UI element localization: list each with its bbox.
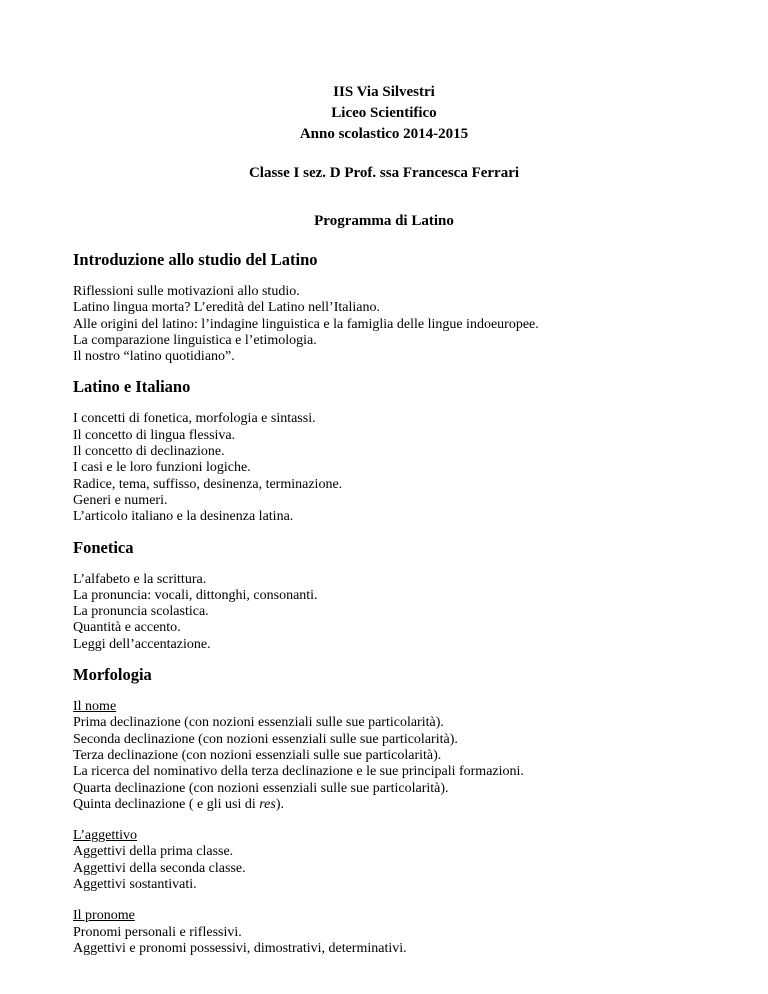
section-lines	[73, 572, 733, 653]
list-item: Radice, tema, suffisso, desinenza, terminazione.	[73, 476, 343, 492]
list-item: Il concetto di declinazione.	[73, 444, 225, 460]
subsection-aggettivo	[73, 828, 733, 893]
section-lines	[73, 699, 733, 957]
list-item: I casi e le loro funzioni logiche.	[73, 460, 251, 476]
section-morfologia	[73, 664, 733, 957]
section-title: Latino e Italiano	[73, 377, 191, 397]
list-item: Alle origini del latino: l’indagine linguistica e la famiglia delle lingue indoeuropee.	[73, 316, 539, 332]
list-item: Il nostro “latino quotidiano”.	[73, 349, 235, 365]
list-item: Aggettivi sostantivati.	[73, 877, 197, 893]
list-item: Prima declinazione (con nozioni essenziali sulle sue particolarità).	[73, 715, 444, 731]
list-item: Pronomi personali e riflessivi.	[73, 924, 242, 940]
list-item: Latino lingua morta? L’eredità del Latino nell’Italiano.	[73, 300, 380, 316]
list-item: La pronuncia: vocali, dittonghi, consonanti.	[73, 587, 318, 603]
list-item: Leggi dell’accentazione.	[73, 636, 211, 652]
list-item: Aggettivi della seconda classe.	[73, 860, 246, 876]
section-latino-italiano	[73, 376, 733, 525]
list-item: La comparazione linguistica e l’etimologia.	[73, 332, 317, 348]
class-teacher-line: Classe I sez. D Prof. ssa Francesca Ferrari	[248, 165, 520, 181]
school-name: IIS Via Silvestri	[333, 84, 435, 100]
list-item: Generi e numeri.	[73, 492, 168, 508]
list-item: La pronuncia scolastica.	[73, 604, 209, 620]
list-item-text: ).	[275, 796, 284, 812]
subsection-nome	[73, 699, 733, 813]
document-title: Programma di Latino	[314, 213, 454, 229]
list-item	[73, 797, 733, 813]
section-lines	[73, 284, 733, 365]
school-type: Liceo Scientifico	[331, 105, 437, 121]
section-title: Morfologia	[73, 665, 152, 685]
list-item: Il concetto di lingua flessiva.	[73, 427, 236, 443]
subsection-pronome	[73, 908, 733, 957]
section-fonetica	[73, 537, 733, 653]
section-title: Fonetica	[73, 537, 134, 557]
section-introduzione	[73, 249, 733, 365]
list-item: Aggettivi e pronomi possessivi, dimostrativi, determinativi.	[73, 940, 407, 956]
list-item: Quarta declinazione (con nozioni essenziali sulle sue particolarità).	[73, 780, 449, 796]
list-item: L’articolo italiano e la desinenza latina.	[73, 509, 294, 525]
list-item: Aggettivi della prima classe.	[73, 844, 234, 860]
italic-term: res	[259, 796, 276, 812]
list-item: Quantità e accento.	[73, 620, 181, 636]
section-title: Introduzione allo studio del Latino	[73, 250, 318, 269]
section-lines	[73, 411, 733, 525]
list-item: Terza declinazione (con nozioni essenziali sulle sue particolarità).	[73, 747, 442, 763]
list-item-text: Quinta declinazione ( e gli usi di	[73, 796, 260, 812]
list-item: La ricerca del nominativo della terza declinazione e le sue principali formazioni.	[73, 764, 524, 780]
subsection-heading: Il nome	[73, 699, 117, 715]
list-item: Riflessioni sulle motivazioni allo studio.	[73, 284, 300, 299]
subsection-heading: Il pronome	[73, 908, 135, 924]
list-item: I concetti di fonetica, morfologia e sintassi.	[73, 411, 316, 427]
list-item: L’alfabeto e la scrittura.	[73, 571, 207, 587]
document-header	[0, 82, 768, 145]
list-item: Seconda declinazione (con nozioni essenziali sulle sue particolarità).	[73, 731, 458, 747]
subsection-heading: L’aggettivo	[73, 828, 138, 844]
program-content	[73, 249, 733, 968]
school-year: Anno scolastico 2014-2015	[299, 126, 469, 142]
